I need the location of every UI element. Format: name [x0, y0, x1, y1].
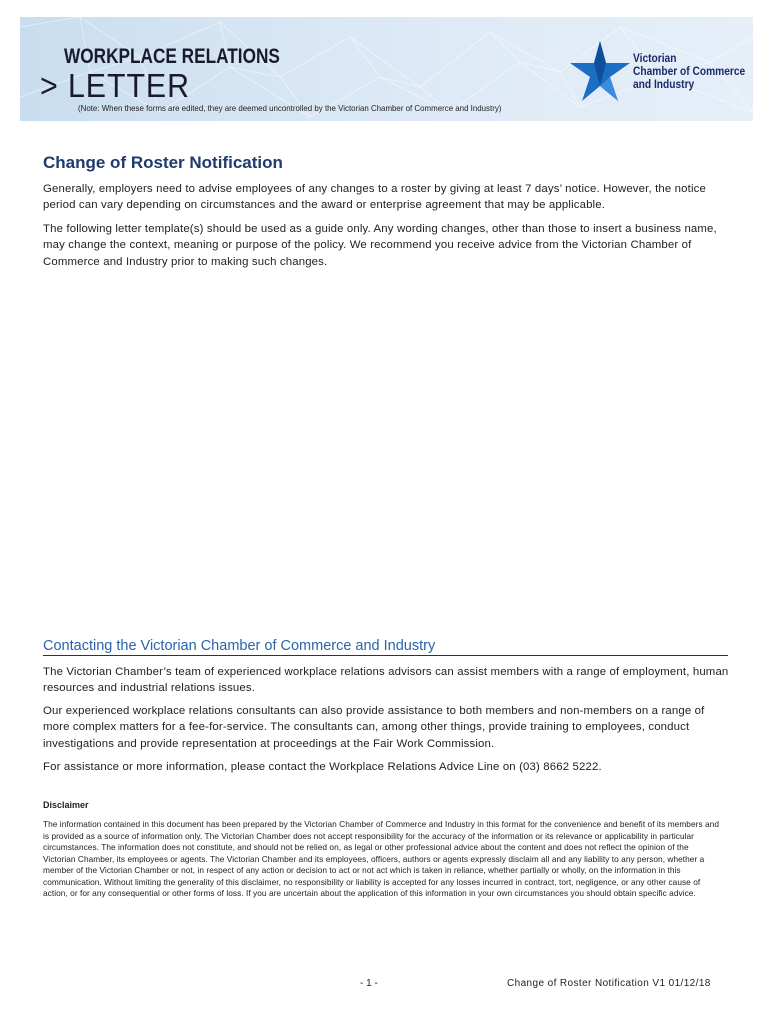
- page-number: - 1 -: [360, 978, 378, 989]
- header-banner: [20, 17, 753, 121]
- logo-line-2: Chamber of Commerce: [633, 64, 746, 78]
- banner-note: (Note: When these forms are edited, they are deemed uncontrolled by the Victorian Chamber of Commerce and Industry): [78, 103, 502, 113]
- logo-line-3: and Industry: [633, 77, 695, 91]
- chamber-logo-text: [633, 52, 745, 91]
- contact-section-heading: Contacting the Victorian Chamber of Commerce and Industry: [43, 638, 728, 656]
- contact-paragraph-1: The Victorian Chamber’s team of experienced workplace relations advisors can assist members with a range of employment, human resources and industrial relations issues.: [43, 666, 729, 695]
- contact-paragraph-3: For assistance or more information, please contact the Workplace Relations Advice Line on (03) 8662 5222.: [43, 761, 602, 773]
- logo-line-1: Victorian: [633, 51, 677, 65]
- victorian-chamber-star-icon: [568, 39, 632, 103]
- banner-title-letter: > LETTER: [40, 67, 190, 104]
- disclaimer-text: The information contained in this document has been prepared by the Victorian Chamber of Commerce and Industry in this format for the convenience and benefit of its members and is provided as a source of information only. The Victorian Chamber does not accept responsibility for the accuracy of the information or its relevance or applicability in particular circumstances. The information does not constitute, and should not be relied on, as legal or other professional advice about the content and does not reflect the opinion of the Victorian Chamber, its employees or agents. The Victorian Chamber and its employees, officers, authors or agents expressly disclaim all and any liability to any person, whether a member of the Victorian Chamber or not, in respect of any action or decision to act or not act which is taken in reliance, whether partially or wholly, on the information in this communication. Without limiting the generality of this disclaimer, no responsibility or liability is accepted for any losses incurred in contract, tort, negligence, or any other cause of action, or for any consequential or other forms of loss. If you are uncertain about the application of this information in your own circumstances you should obtain specific advice.: [43, 819, 719, 898]
- disclaimer-title: Disclaimer: [43, 800, 89, 810]
- page-title: Change of Roster Notification: [43, 153, 283, 172]
- banner-title-workplace-relations: WORKPLACE RELATIONS: [64, 45, 280, 68]
- contact-paragraph-2: Our experienced workplace relations consultants can also provide assistance to both members and non-members on a range of more complex matters for a fee-for-service. The consultants can, among other things, provide training to employees, conduct investigations and provide representation at proceedings at the Fair Work Commission.: [43, 705, 705, 750]
- intro-paragraph-2: The following letter template(s) should be used as a guide only. Any wording changes, other than those to insert a business name, may change the context, meaning or purpose of the policy. We recommend you receive advice from the Victorian Chamber of Commerce and Industry prior to making such changes.: [43, 223, 717, 268]
- intro-paragraph-1: Generally, employers need to advise employees of any changes to a roster by giving at least 7 days’ notice. However, the notice period can vary depending on circumstances and the award or enterprise agreement that may be applicable.: [43, 183, 706, 212]
- document-reference: Change of Roster Notification V1 01/12/18: [507, 978, 711, 989]
